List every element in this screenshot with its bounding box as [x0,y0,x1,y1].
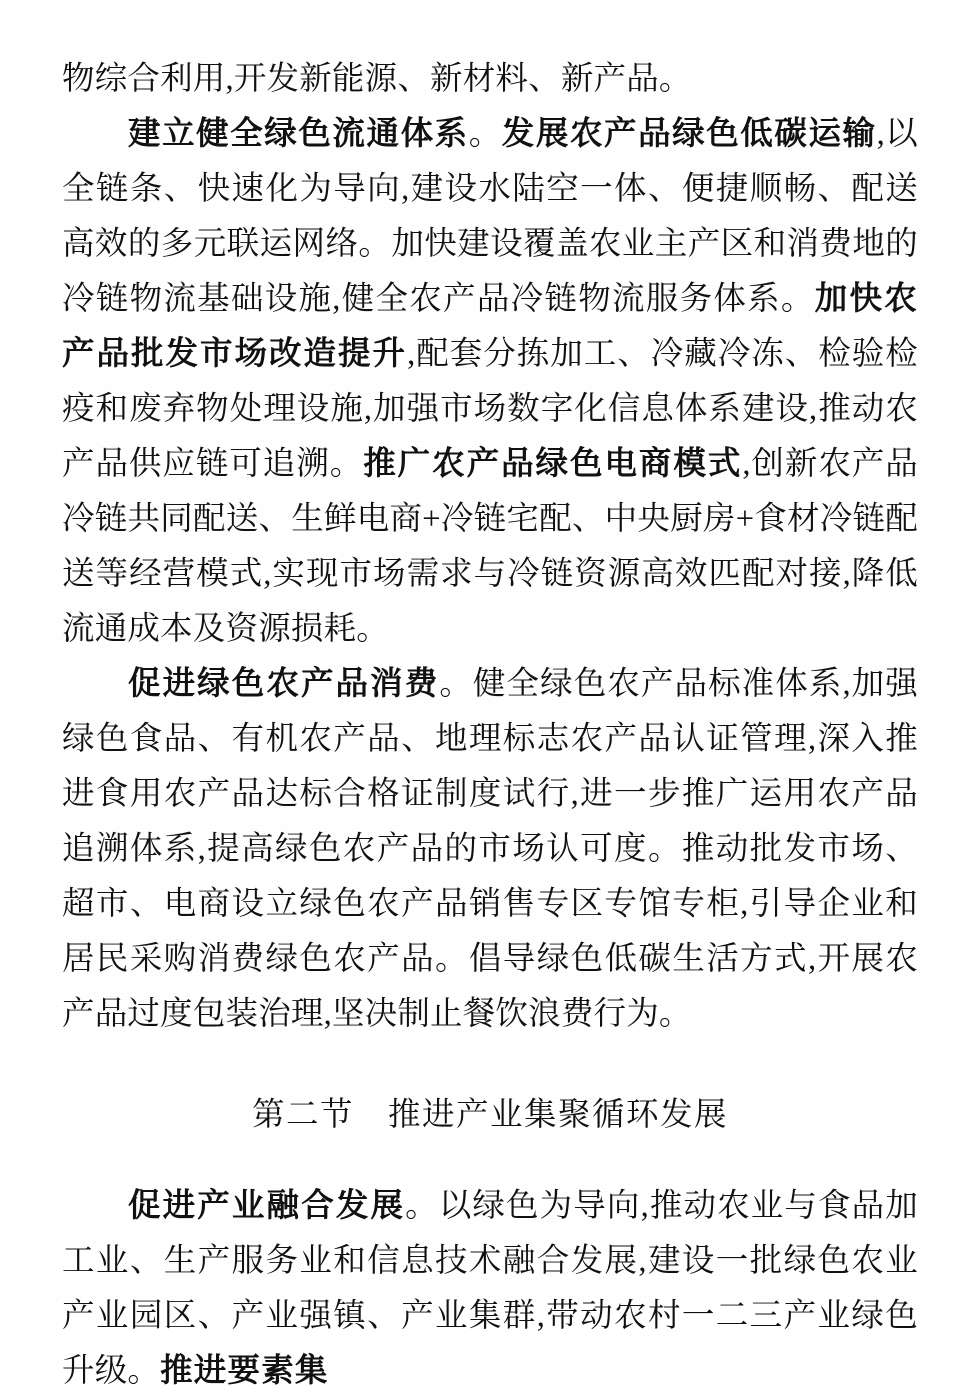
text-run: 。以绿色为导向,推动农业与食品加工业、生产服务业和信息技术融合发展,建设一批绿色农业产业园区、产业强镇、产业集群,带动农村一二三产业绿色升级。 [62,1188,918,1389]
text-run-bold: 加快农产品批发市场改造提升 [62,281,918,372]
text-run-bold-lead: 建立健全绿色流通体系 [128,116,469,152]
heading-top-spacer [62,1042,918,1088]
text-run-bold: 发展农产品绿色低碳运输 [501,116,877,152]
text-run-bold: 推进要素集 [160,1353,329,1389]
text-run: ,以全链条、快速化为导向,建设水陆空一体、便捷顺畅、配送高效的多元联运网络。加快建设覆盖农业主产区和消费地的冷链物流基础设施,健全农产品冷链物流服务体系。 [62,116,918,317]
section-number-label: 第二节 [251,1097,354,1133]
paragraph-green-circulation-system [62,107,918,657]
text-run-bold-lead: 促进绿色农产品消费 [128,666,440,702]
text-run: ,配套分拣加工、冷藏冷冻、检验检疫和废弃物处理设施,加强市场数字化信息体系建设,推动农产品供应链可追溯。 [62,336,918,482]
section-title: 推进产业集聚循环发展 [388,1097,729,1133]
paragraph-green-agricultural-consumption [62,657,918,1042]
text-run: 。 [468,116,502,152]
text-run: ,创新农产品冷链共同配送、生鲜电商+冷链宅配、中央厨房+食材冷链配送等经营模式,实现市场需求与冷链资源高效匹配对接,降低流通成本及资源损耗。 [62,446,919,647]
text-run: 。健全绿色农产品标准体系,加强绿色食品、有机农产品、地理标志农产品认证管理,深入推进食用农产品达标合格证制度试行,进一步推广运用农产品追溯体系,提高绿色农产品的市场认可度。推动批发市场、超市、电商设立绿色农产品销售专区专馆专柜,引导企业和居民采购消费绿色农产品。倡导绿色低碳生活方式,开展农产品过度包装治理,坚决制止餐饮浪费行为。 [62,666,918,1032]
paragraph-industry-integration [62,1179,918,1399]
section-heading-chapter-two [62,1088,918,1143]
heading-bottom-spacer [62,1143,918,1179]
page-text-block [62,52,918,1399]
paragraph-continued-from-previous-page [62,52,918,107]
text-run: 物综合利用,开发新能源、新材料、新产品。 [62,61,692,97]
text-run-bold: 推广农产品绿色电商模式 [363,446,743,482]
text-run-bold-lead: 促进产业融合发展 [128,1188,406,1224]
